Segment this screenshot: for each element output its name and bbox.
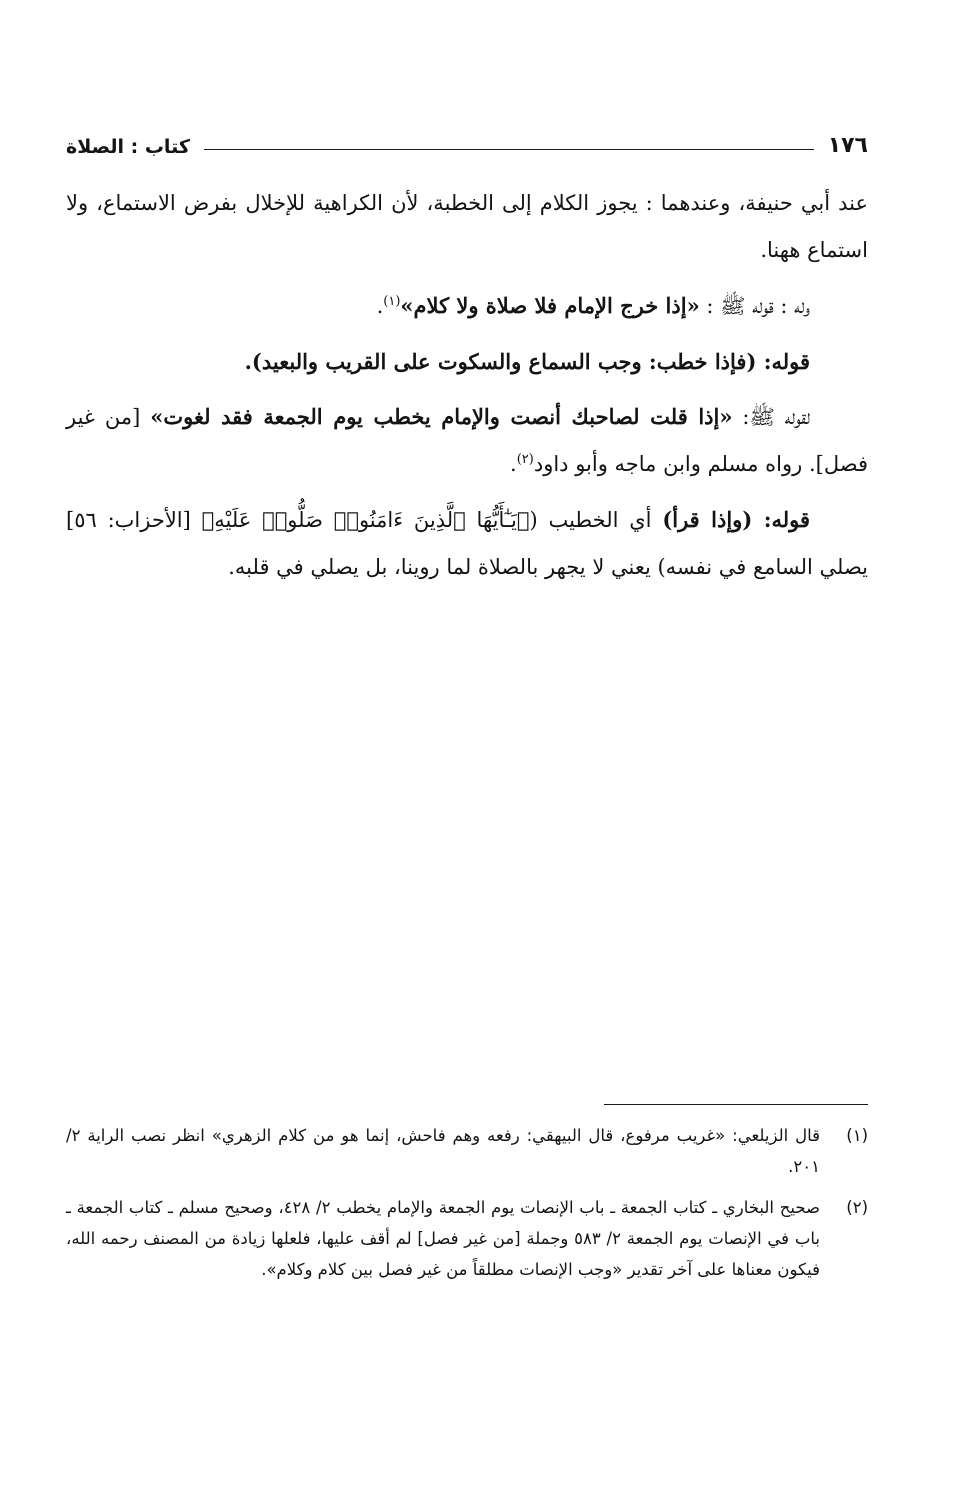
footnote-1 xyxy=(66,1120,868,1182)
footnote-text: صحيح البخاري ـ كتاب الجمعة ـ باب الإنصات يوم الجمعة والإمام يخطب ٢/ ٤٢٨، وصحيح مسلم ـ كتاب الجمعة ـ باب في الإنصات يوم الجمعة ٢/ ٥٨٣ وجملة [من غير فصل] لم أقف عليها، فلعلها زيادة من المصنف رحمه الله، فيكون معناها على آخر تقدير «وجب الإنصات مطلقاً من غير فصل بين كلام وكلام». xyxy=(66,1198,820,1279)
paragraph-2 xyxy=(66,282,868,330)
book-title: كتاب : الصلاة xyxy=(66,136,190,158)
p5-mid: أي الخطيب xyxy=(537,508,663,532)
paragraph-4 xyxy=(66,393,868,488)
running-header xyxy=(66,118,868,158)
footnote-text: قال الزيلعي: «غريب مرفوع، قال البيهقي: رفعه وهم فاحش، إنما هو من كلام الزهري» انظر نصب الراية ٢/ ٢٠١. xyxy=(66,1126,820,1176)
p4-hadith: «إذا قلت لصاحبك أنصت والإمام يخطب يوم الجمعة فقد لغوت» xyxy=(150,404,733,429)
footnotes xyxy=(66,1120,868,1295)
page-number: ١٧٦ xyxy=(827,133,868,158)
p4-lead: لقوله ﷺ: xyxy=(732,405,811,429)
p4-end: . xyxy=(510,452,517,476)
paragraph-1: عند أبي حنيفة، وعندهما : يجوز الكلام إلى الخطبة، لأن الكراهية للإخلال بفرض الاستماع، ولا استماع ههنا. xyxy=(66,191,868,262)
p2-hadith: «إذا خرج الإمام فلا صلاة ولا كلام» xyxy=(400,293,700,318)
paragraph-5 xyxy=(66,496,868,591)
p5-verse: (﴿يَـٰٓأَيُّهَا ٱلَّذِينَ ءَامَنُوا۟ صَلُّوا۟ عَلَيْهِ﴾ xyxy=(201,508,538,532)
footnote-rule xyxy=(604,1104,868,1105)
footnote-number: (٢) xyxy=(846,1198,868,1217)
main-text xyxy=(66,180,868,591)
p2-lead: وله : قوله ﷺ : xyxy=(699,294,810,318)
paragraph-3: قوله: (فإذا خطب: وجب السماع والسكوت على القريب والبعيد). xyxy=(244,349,810,374)
p2-end: . xyxy=(376,294,384,318)
p5-rest: [الأحزاب: ٥٦] يصلي السامع في نفسه) يعني لا يجهر بالصلاة لما روينا، بل يصلي في قلبه. xyxy=(66,508,868,579)
footnote-2 xyxy=(66,1192,868,1285)
header-rule xyxy=(204,149,814,150)
footnote-ref-1[interactable]: (١) xyxy=(383,294,401,309)
footnote-number: (١) xyxy=(846,1126,868,1145)
footnote-ref-2[interactable]: (٢) xyxy=(516,452,534,467)
p5-bold: قوله: (وإذا قرأ) xyxy=(662,507,810,532)
p4-rest: [من غير فصل]. رواه مسلم وابن ماجه وأبو داود xyxy=(66,405,868,476)
